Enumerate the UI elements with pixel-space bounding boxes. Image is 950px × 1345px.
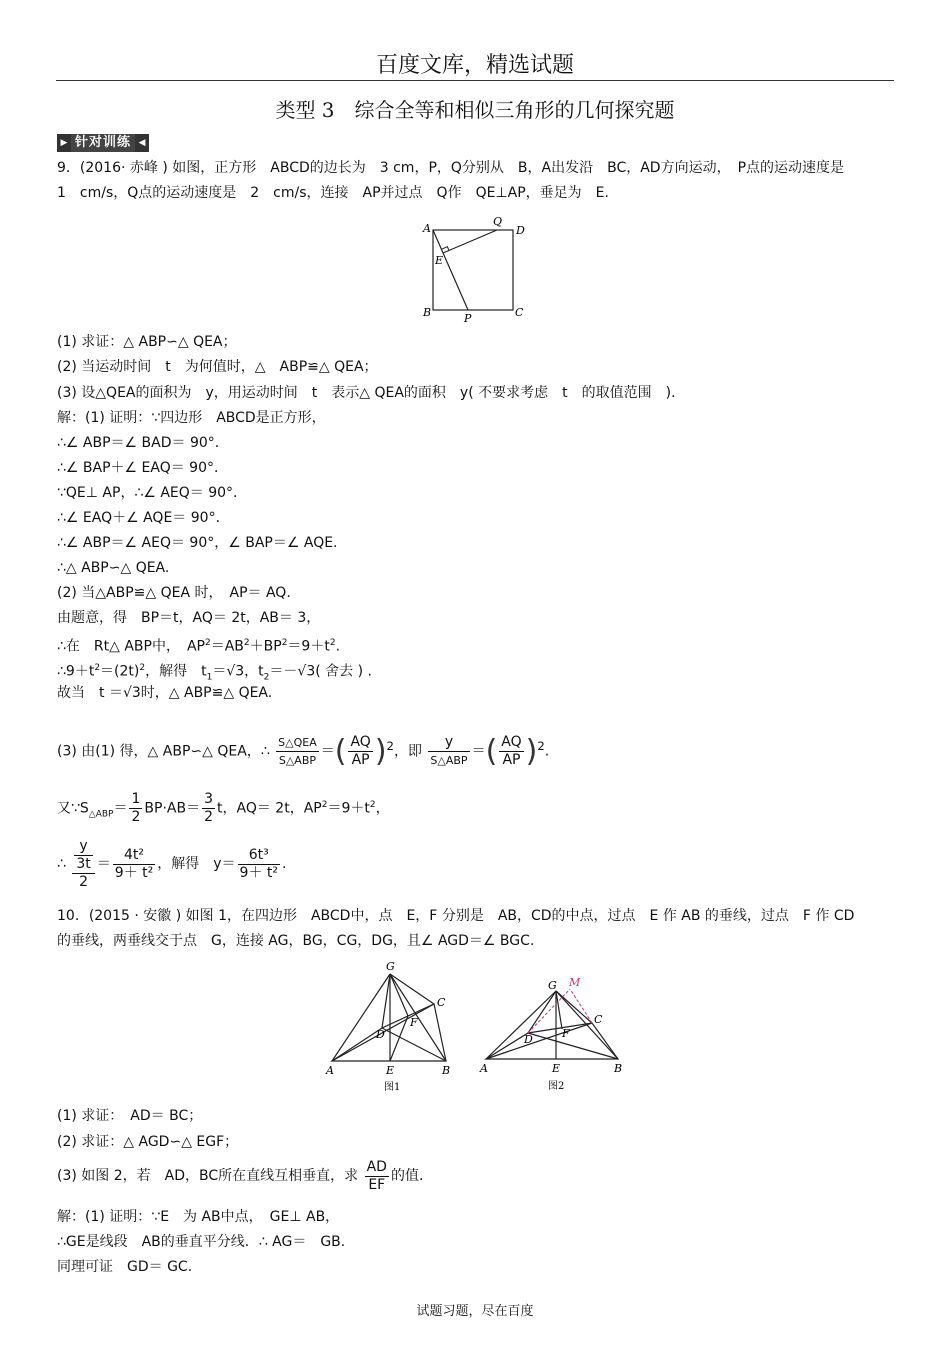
three-halves-fraction (202, 791, 215, 826)
numerator: AQ (350, 734, 371, 751)
numerator: 1 (131, 791, 141, 808)
p10-figure-2 (476, 975, 626, 1097)
p10-stem-line2: 的垂线，两垂线交于点 G，连接 AG，BG，CG，DG，且∠ AGD＝∠ BGC. (57, 933, 535, 949)
segment-bd (528, 1033, 618, 1059)
p10-figure-1 (322, 958, 458, 1096)
p9-q3: (3) 设△QEA的面积为 y，用运动时间 t 表示△ QEA的面积 y( 不要求考虑 t 的取值范围 )． (57, 385, 686, 401)
segment-ap (433, 230, 468, 310)
text: ＝(2t) (100, 663, 140, 680)
subscript: 1 (206, 672, 213, 683)
text: ，解得 y＝ (157, 856, 236, 872)
numerator: 6t³ (238, 847, 280, 865)
segment-gd (528, 991, 556, 1033)
denominator: S△ABP (278, 754, 317, 768)
p10-q2: (2) 求证：△ AGD∽△ EGF； (57, 1134, 239, 1150)
numerator: y (428, 734, 469, 752)
p10-sol-2: ∴GE是线段 AB的垂直平分线．∴ AG＝ GB. (57, 1234, 346, 1250)
p10-q1: (1) 求证： AD＝ BC； (57, 1108, 203, 1124)
y-over-3t (74, 838, 92, 873)
denominator: S△ABP (430, 754, 468, 768)
text: 时，△ ABP≌△ QEA. (140, 685, 273, 701)
y-ratio-fraction (428, 734, 469, 769)
p9-sol-1: 解：(1) 证明：∵四边形 ABCD是正方形， (57, 410, 326, 426)
text: ∴ (57, 856, 66, 872)
text: . (544, 743, 550, 760)
exp: 2 (281, 638, 288, 648)
exp: 2 (537, 739, 545, 753)
denominator: 9＋ t² (114, 864, 154, 881)
numerator: S△QEA (276, 734, 319, 752)
text: 又∵S (57, 800, 89, 817)
label-b: B (614, 1062, 623, 1075)
banner-label: 针对训练 (71, 134, 135, 152)
text: (3) 如图 2，若 AD，BC所在直线互相垂直，求 (57, 1168, 359, 1184)
result-fraction (238, 847, 280, 882)
text: 故当 t ＝ (57, 685, 123, 701)
p9-q2: (2) 当运动时间 t 为何值时，△ ABP≌△ QEA； (57, 359, 378, 375)
p9-q1: (1) 求证：△ ABP∽△ QEA； (57, 334, 237, 350)
p9-sol-10 (57, 634, 340, 656)
text: ＝AB (210, 638, 244, 655)
label-a: A (326, 1064, 334, 1077)
exp: 2 (369, 800, 376, 810)
p9-sol-11 (57, 659, 372, 686)
text: ＝ (471, 743, 486, 760)
text: ， (375, 800, 390, 817)
aq-ap-fraction (499, 734, 523, 769)
text: ＝ (320, 743, 335, 760)
p9-sol-7: ∴△ ABP∽△ QEA. (57, 560, 170, 576)
text: ＝9＋t (287, 638, 330, 655)
numerator: y (74, 838, 92, 856)
denominator: 2 (204, 809, 214, 826)
p9-sol-9: 由题意，得 BP＝t，AQ＝ 2t，AB＝ 3， (57, 610, 321, 626)
numerator (72, 838, 94, 874)
denominator: 3t (76, 855, 91, 872)
text: ，解得 t (145, 663, 207, 680)
square-abcd (433, 230, 513, 310)
label-p: P (464, 312, 472, 325)
segment-ga (332, 974, 390, 1061)
label-e: E (552, 1062, 561, 1075)
segment-gd (382, 974, 390, 1028)
segment-gb (390, 974, 446, 1061)
label-e: E (386, 1064, 395, 1077)
denominator: 9＋ t² (239, 864, 279, 881)
exp: 2 (204, 638, 211, 648)
exp: 2 (321, 800, 328, 810)
half-fraction (129, 791, 142, 826)
p9-sol-8: (2) 当△ABP≌△ QEA 时， AP＝ AQ. (57, 585, 291, 601)
denominator: AP (351, 752, 370, 769)
text: ＝9＋t (327, 800, 370, 817)
label-e: E (435, 254, 444, 267)
p9-sol-5: ∴∠ EAQ＋∠ AQE＝ 90°． (57, 510, 230, 526)
p9-square-figure (415, 212, 535, 328)
p9-sol-14 (57, 787, 390, 832)
denominator: 2 (79, 873, 89, 890)
text: t，AQ＝ 2t，AP (217, 800, 322, 817)
label-c: C (437, 996, 446, 1009)
p9-sol-12 (57, 684, 272, 702)
fig2-caption: 图2 (548, 1081, 565, 1092)
practice-banner (57, 134, 149, 152)
text: 的值. (390, 1168, 424, 1184)
p9-stem-line2: 1 cm/s，Q点的运动速度是 2 cm/s，连接 AP并过点 Q作 QE⊥AP，垂足为 E. (57, 185, 609, 201)
right-angle-mark (441, 247, 449, 251)
header-rule (56, 80, 894, 81)
p9-sol-13 (57, 728, 549, 770)
subscript: △ABP (88, 809, 114, 820)
p9-sol-2: ∴∠ ABP＝∠ BAD＝ 90°． (57, 435, 229, 451)
ratio-fraction (113, 847, 155, 882)
numerator: AD (366, 1158, 387, 1175)
footer-text: 试题习题，尽在百度 (416, 1304, 534, 1319)
segment-ac (486, 1023, 592, 1059)
p10-sol-1: 解：(1) 证明：∵E 为 AB中点， GE⊥ AB， (57, 1209, 340, 1225)
play-icon: ▶ (57, 134, 71, 152)
numerator: 4t² (113, 847, 155, 865)
left-paren: ( (334, 733, 347, 769)
right-paren: ) (374, 733, 387, 769)
text: ∴在 Rt△ ABP中， AP (57, 638, 205, 655)
label-c: C (594, 1013, 603, 1026)
segment-qe (443, 230, 497, 253)
text: ，t (244, 663, 264, 680)
ad-ef-fraction (365, 1159, 389, 1194)
area-ratio-fraction (276, 734, 319, 769)
compound-fraction (72, 838, 94, 891)
label-m: M (569, 976, 581, 989)
label-b: B (423, 306, 432, 319)
exp: 2 (386, 739, 394, 753)
numerator: AQ (501, 734, 522, 751)
back-arrow-icon: ◀ (135, 134, 149, 152)
exp: 2 (94, 663, 101, 673)
segment-ga (486, 991, 556, 1059)
label-d: D (524, 1033, 533, 1046)
right-paren: ) (525, 733, 538, 769)
sqrt-three: √3 (122, 685, 141, 701)
text: ＝ (113, 800, 128, 817)
label-c: C (515, 306, 524, 319)
aq-ap-fraction (348, 734, 372, 769)
label-a: A (480, 1062, 488, 1075)
text: ＝ (96, 856, 111, 872)
label-g: G (548, 979, 557, 992)
label-g: G (386, 960, 395, 973)
label-d: D (516, 224, 525, 237)
p10-stem-line1: 10．(2015 · 安徽 ) 如图 1，在四边形 ABCD中，点 E，F 分别是 AB，CD的中点，过点 E 作 AB 的垂线，过点 F 作 CD (57, 908, 855, 924)
text: ( 舍去 ) . (315, 663, 372, 680)
text: ＝－ (269, 663, 298, 680)
left-paren: ( (485, 733, 498, 769)
p10-sol-3: 同理可证 GD＝ GC. (57, 1259, 193, 1275)
p9-stem-line1: 9．(2016· 赤峰 ) 如图，正方形 ABCD的边长为 3 cm，P，Q分别从 B，A出发沿 BC，AD方向运动， P点的运动速度是 (57, 160, 845, 176)
numerator: 3 (204, 791, 214, 808)
p9-sol-15 (57, 836, 286, 892)
sqrt-three: √3 (297, 663, 316, 680)
text: ，即 (393, 743, 422, 760)
text: (3) 由(1) 得，△ ABP∽△ QEA，∴ (57, 743, 270, 760)
section-title: 类型 3 综合全等和相似三角形的几何探究题 (275, 98, 675, 122)
fig1-caption: 图1 (384, 1082, 401, 1093)
denominator: 2 (131, 809, 141, 826)
p9-sol-6: ∴∠ ABP＝∠ AEQ＝ 90°，∠ BAP＝∠ AQE. (57, 535, 338, 551)
text: BP·AB＝ (144, 800, 201, 817)
label-d: D (376, 1028, 385, 1041)
subscript: 2 (263, 672, 270, 683)
text: ＝ (212, 663, 227, 680)
p9-sol-4: ∵QE⊥ AP，∴∠ AEQ＝ 90°． (57, 485, 248, 501)
exp: 2 (329, 638, 336, 648)
exp: 2 (139, 663, 146, 673)
p9-sol-3: ∴∠ BAP＋∠ EAQ＝ 90°． (57, 460, 228, 476)
text: . (282, 856, 287, 872)
label-f: F (410, 1016, 418, 1029)
label-f: F (562, 1027, 570, 1040)
text: . (335, 638, 341, 655)
label-q: Q (493, 215, 503, 228)
text: ∴9＋t (57, 663, 95, 680)
exp: 2 (243, 638, 250, 648)
label-a: A (423, 222, 431, 235)
denominator: EF (368, 1176, 386, 1193)
label-b: B (442, 1064, 451, 1077)
text: ＋BP (249, 638, 282, 655)
header-title: 百度文库，精选试题 (375, 53, 574, 78)
denominator: AP (502, 752, 521, 769)
p10-q3 (57, 1158, 423, 1194)
sqrt-three: √3 (226, 663, 245, 680)
